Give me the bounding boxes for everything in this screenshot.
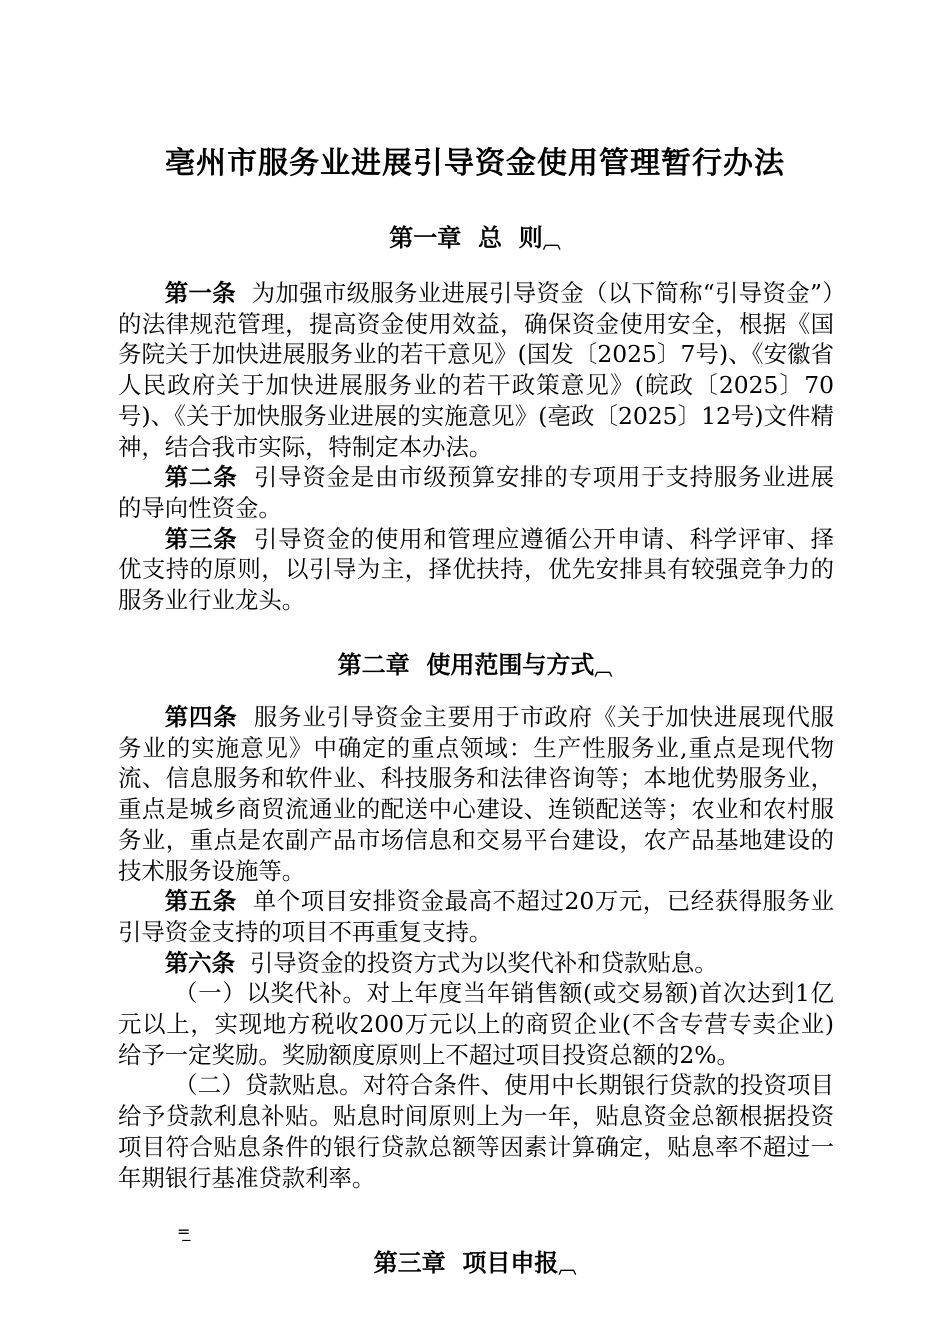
chapter-3-mark: ︹ [558,1257,577,1278]
chapter-1-mark: ︹ [542,232,561,253]
article-6-label: 第六条 [164,948,235,977]
article-5 [118,886,834,947]
chapter-2-mark: ︹ [594,659,613,680]
article-2-text: 引导资金是由市级预算安排的专项用于支持服务业进展的导向性资金。 [118,463,835,522]
article-5-text: 单个项目安排资金最高不超过20万元，已经获得服务业引导资金支持的项目不再重复支持。 [118,887,834,946]
article-4-text: 服务业引导资金主要用于市政府《关于加快进展现代服务业的实施意见》中确定的重点领域：生产性服务业,重点是现代物流、信息服务和软件业、科技服务和法律咨询等；本地优势服务业，重点是城乡商贸流通业的配送中心建设、连锁配送等；农业和农村服务业，重点是农副产品市场信息和交易平台建设，农产品基地建设的技术服务设施等。 [118,703,835,885]
chapter-2-heading [0,645,950,681]
chapter-3-title: 第三章 项目申报 [373,1249,559,1277]
article-6-text: 引导资金的投资方式为以奖代补和贷款贴息。 [234,948,718,977]
article-1-label: 第一条 [164,279,237,307]
chapter-2-title: 第二章 使用范围与方式 [337,651,595,679]
article-1-text: 为加强市级服务业进展引导资金（以下简称“引导资金”）的法律规范管理，提高资金使用效益，确保资金使用安全，根据《国务院关于加快进展服务业的若干意见》(国发〔2025〕7号)、《安徽省人民政府关于加快进展服务业的若干政策意见》(皖政〔2025〕70号)、《关于加快服务业进展的实施意见》(亳政〔2025〕12号)文件精神，结合我市实际，特制定本办法。 [118,279,834,461]
article-5-label: 第五条 [164,887,237,916]
chapter-1-body [118,278,834,616]
chapter-1-title: 第一章 总 则 [389,224,543,252]
article-2-label: 第二条 [164,463,238,492]
article-6-item-2-text: （二）贷款贴息。对符合条件、使用中长期银行贷款的投资项目给予贷款利息补贴。贴息时间原则上为一年，贴息资金总额根据投资项目符合贴息条件的银行贷款总额等因素计算确定，贴息率不超过一年期银行基准贷款利率。 [118,1071,834,1192]
chapter-3-heading [0,1243,950,1279]
article-3-text: 引导资金的使用和管理应遵循公开申请、科学评审、择优支持的原则，以引导为主，择优扶持，优先安排具有较强竞争力的服务业行业龙头。 [118,524,835,615]
article-2 [118,462,834,523]
article-3-label: 第三条 [164,524,238,553]
article-4 [118,702,834,886]
article-3 [118,524,834,616]
chapter-2-body [118,702,834,1193]
article-6-item-1-text: （一）以奖代补。对上年度当年销售额(或交易额)首次达到1亿元以上，实现地方税收200万元以上的商贸企业(不含专营专卖企业)给予一定奖励。奖励额度原则上不超过项目投资总额的2%。 [118,979,834,1069]
article-1 [118,278,834,462]
article-4-label: 第四条 [164,703,238,731]
article-6-item-1 [118,978,834,1070]
article-6-item-2 [118,1070,834,1193]
stray-mark: =̲ [177,1222,191,1241]
article-6 [118,948,834,979]
chapter-1-heading [0,218,950,254]
document-title: 亳州市服务业进展引导资金使用管理暂行办法 [165,146,785,181]
